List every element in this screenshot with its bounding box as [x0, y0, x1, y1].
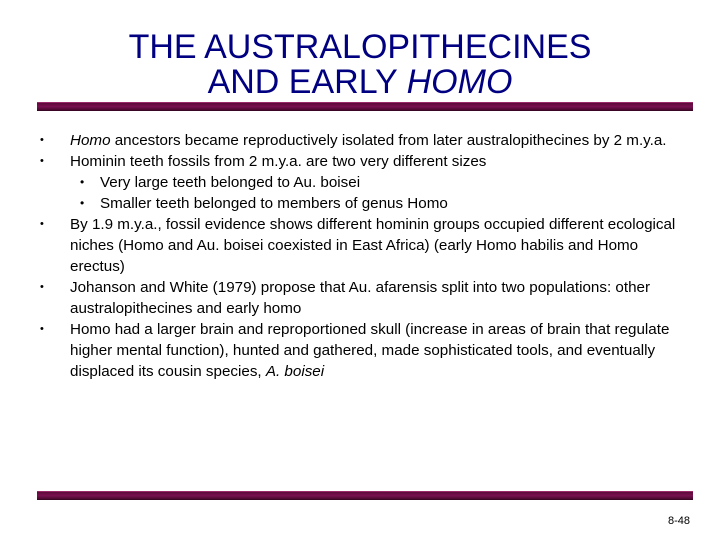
- title-line-2-italic: HOMO: [406, 63, 513, 101]
- bullet-4-text: Johanson and White (1979) propose that Au. afarensis split into two populations: other australopithecines and early homo: [70, 279, 651, 317]
- title-line-2-prefix: AND EARLY: [207, 63, 407, 101]
- slide-number: 8-48: [667, 515, 690, 527]
- bullet-item-2: [40, 151, 685, 172]
- bullet-list: [40, 130, 685, 382]
- title-line-1: THE AUSTRALOPITHECINES: [128, 28, 592, 66]
- bullet-5-text: Homo had a larger brain and reproportioned skull (increase in areas of brain that regulate higher mental function), hunted and gathered, made sophisticated tools, and eventually displaced its cousin species,: [70, 321, 670, 380]
- sub-bullet-marker: •: [80, 196, 85, 210]
- bullet-2-text: Hominin teeth fossils from 2 m.y.a. are two very different sizes: [70, 153, 487, 170]
- sub-bullet-1-text: Very large teeth belonged to Au. boisei: [100, 174, 361, 191]
- title-line-2: [0, 65, 720, 100]
- bullet-item-3: [40, 214, 685, 277]
- bullet-marker: •: [40, 155, 44, 167]
- bullet-1-italic: Homo: [70, 132, 111, 149]
- bullet-item-4: [40, 277, 685, 319]
- bullet-marker: •: [40, 281, 44, 293]
- bullet-item-5: [40, 319, 685, 382]
- sub-bullet-marker: •: [80, 175, 85, 189]
- bullet-marker: •: [40, 218, 44, 230]
- slide-title: [0, 30, 720, 100]
- sub-bullet-2-text: Smaller teeth belonged to members of genus Homo: [100, 195, 448, 212]
- bullet-marker: •: [40, 323, 44, 335]
- bullet-1-text: ancestors became reproductively isolated from later australopithecines by 2 m.y.a.: [110, 132, 667, 149]
- sub-bullet-item-1: [40, 172, 685, 193]
- bullet-item-1: [40, 130, 685, 151]
- sub-bullet-item-2: [40, 193, 685, 214]
- bottom-divider: [37, 491, 693, 500]
- bullet-3-text: By 1.9 m.y.a., fossil evidence shows different hominin groups occupied different ecological niches (Homo and Au. boisei coexisted in East Africa) (early Homo habilis and Homo erectus): [70, 216, 676, 275]
- top-divider: [37, 102, 693, 111]
- bullet-5-italic: A. boisei: [265, 363, 325, 380]
- bullet-marker: •: [40, 134, 44, 146]
